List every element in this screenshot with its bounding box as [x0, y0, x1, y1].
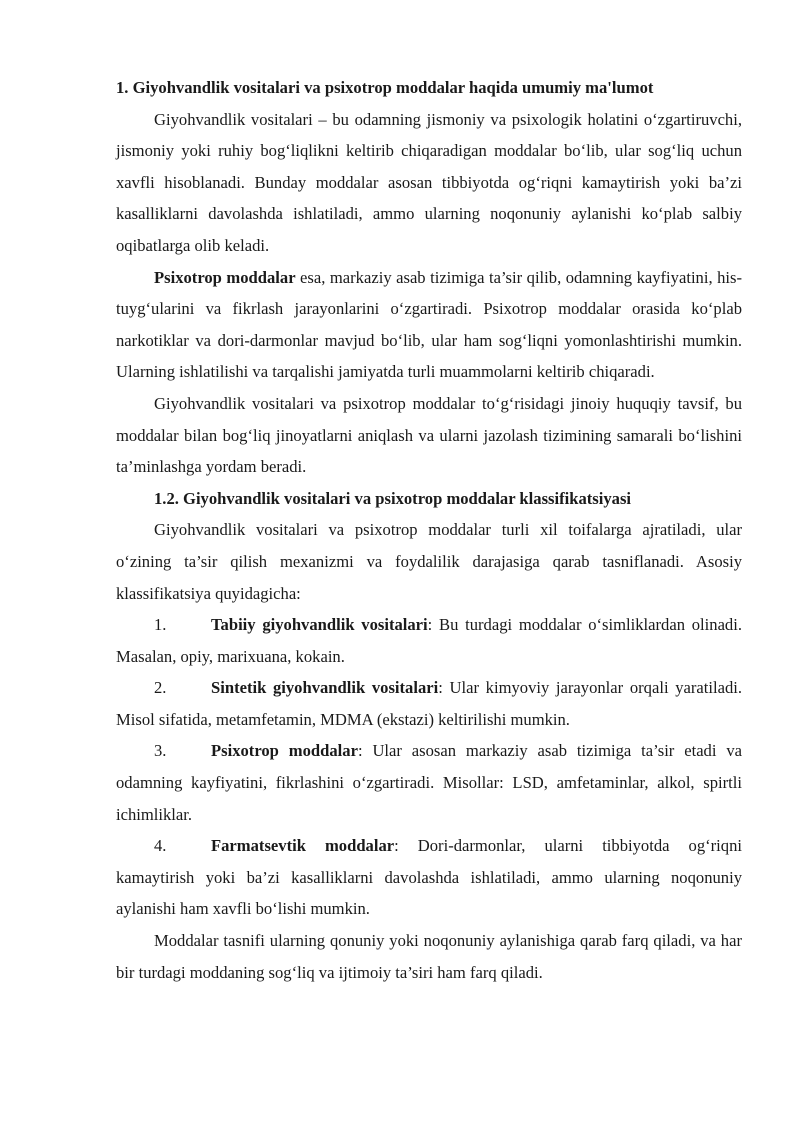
list-item — [116, 735, 742, 830]
list-text: : Ular asosan markaziy asab tizimiga ta’sir etadi va odamning kayfiyatini, fikrlashini o‘zgartiradi. Misollar: LSD, amfetaminlar, alkol, spirtli ichimliklar. — [116, 741, 743, 824]
bold-term: Psixotrop moddalar — [154, 267, 296, 287]
list-number: 3. — [154, 741, 167, 761]
paragraph-classification: Giyohvandlik vositalari va psixotrop moddalar turli xil toifalarga ajratiladi, ular o‘zining ta’sir qilish mexanizmi va foydalilik darajasiga qarab tasniflanadi. Asosiy klassifikatsiya quyidagicha: — [116, 520, 742, 603]
list-number: 4. — [154, 836, 167, 856]
document-page — [116, 72, 742, 988]
paragraph-legal: Giyohvandlik vositalari va psixotrop moddalar to‘g‘risidagi jinoiy huquqiy tavsif, bu moddalar bilan bog‘liq jinoyatlarni aniqlash va ularni jazolash tizimining samarali bo‘lishini ta’minlashga yordam beradi. — [116, 393, 742, 477]
list-term: Tabiiy giyohvandlik vositalari — [211, 615, 428, 635]
list-item — [116, 672, 742, 735]
section-title: 1. Giyohvandlik vositalari va psixotrop moddalar haqida umumiy ma'lumot — [116, 78, 654, 97]
list-item — [116, 609, 742, 672]
list-number: 2. — [154, 678, 167, 698]
list-text: : Bu turdagi moddalar o‘simliklardan olinadi. Masalan, opiy, marixuana, kokain. — [116, 615, 742, 666]
paragraph-psychotropic — [116, 262, 742, 388]
list-item — [116, 830, 742, 925]
list-text: : Ular kimyoviy jarayonlar orqali yaratiladi. Misol sifatida, metamfetamin, MDMA (ekstazi) keltirilishi mumkin. — [116, 678, 743, 729]
list-term: Farmatsevtik moddalar — [211, 836, 395, 856]
list-text: : Dori-darmonlar, ularni tibbiyotda og‘riqni kamaytirish yoki ba’zi kasalliklarni davolashda ishlatiladi, ammo ularning noqonuniy aylanishi ham xavfli bo‘lishi mumkin. — [116, 836, 742, 919]
list-term: Sintetik giyohvandlik vositalari — [211, 678, 439, 698]
list-number: 1. — [154, 615, 167, 635]
paragraph-intro: Giyohvandlik vositalari – bu odamning jismoniy va psixologik holatini o‘zgartiruvchi, jismoniy yoki ruhiy bog‘liqlikni keltirib chiqaradigan moddalar bo‘lib, ular sog‘liq uchun xavfli hisoblanadi. Bunday moddalar asosan tibbiyotda og‘riqni kamaytirish yoki ba’zi kasalliklarni davolashda ishlatiladi, ammo ularning noqonuniy aylanishi ko‘plab salbiy oqibatlarga olib keladi. — [116, 109, 742, 255]
paragraph-text: esa, markaziy asab tizimiga ta’sir qilib, odamning kayfiyatini, his-tuyg‘ularini va fikrlash jarayonlarini o‘zgartiradi. Psixotrop moddalar orasida ko‘plab narkotiklar va dori-darmonlar mavjud bo‘lib, ular ham sog‘liqni yomonlashtirishi mumkin. Ularning ishlatilishi va tarqalishi jamiyatda turli muammolarni keltirib chiqaradi. — [116, 267, 742, 382]
list-term: Psixotrop moddalar — [211, 741, 358, 761]
paragraph-conclusion: Moddalar tasnifi ularning qonuniy yoki noqonuniy aylanishiga qarab farq qiladi, va har bir turdagi moddaning sog‘liq va ijtimoiy ta’siri ham farq qiladi. — [116, 931, 742, 982]
subsection-title: 1.2. Giyohvandlik vositalari va psixotrop moddalar klassifikatsiyasi — [154, 488, 632, 508]
